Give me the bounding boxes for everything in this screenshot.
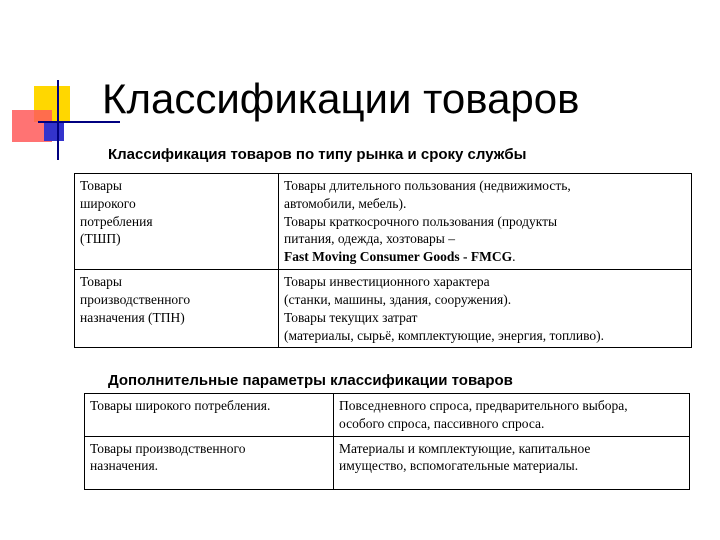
- decor-vertical-line: [57, 80, 59, 160]
- description-line: автомобили, мебель).: [284, 195, 407, 211]
- table-row: [85, 436, 690, 490]
- description-line: Товары краткосрочного пользования (продукты: [284, 213, 558, 229]
- description-cell: [334, 394, 690, 437]
- description-line: [284, 248, 686, 266]
- description-line: особого спроса, пассивного спроса.: [339, 415, 545, 431]
- table-row: [85, 394, 690, 437]
- description-line: имущество, вспомогательные материалы.: [339, 458, 579, 474]
- description-line: Товары длительного пользования (недвижимость,: [284, 178, 571, 193]
- description-cell: [279, 270, 692, 348]
- market-type-table: [74, 173, 692, 348]
- category-line: производственного: [80, 291, 191, 307]
- category-line: назначения.: [90, 458, 159, 474]
- category-line: назначения (ТПН): [80, 309, 185, 325]
- table-row: [75, 270, 692, 348]
- description-cell: [279, 174, 692, 270]
- table-row: [75, 174, 692, 270]
- fmcg-term: Fast Moving Consumer Goods - FMCG: [284, 249, 513, 265]
- category-cell: [85, 394, 334, 437]
- description-line: (материалы, сырьё, комплектующие, энергия, топливо).: [284, 327, 605, 343]
- category-line: (ТШП): [80, 231, 121, 247]
- page-title: Классификации товаров: [102, 75, 580, 122]
- category-line: Товары: [80, 274, 122, 290]
- description-line: (станки, машины, здания, сооружения).: [284, 291, 512, 307]
- category-cell: [75, 270, 279, 348]
- additional-params-table: [84, 393, 690, 490]
- description-line: Товары инвестиционного характера: [284, 274, 490, 290]
- description-line: Повседневного спроса, предварительного выбора,: [339, 398, 628, 413]
- category-line: Товары: [80, 178, 122, 193]
- category-line: Товары производственного: [90, 440, 246, 456]
- category-line: потребления: [80, 213, 153, 229]
- description-tail: .: [512, 249, 516, 265]
- category-cell: [75, 174, 279, 270]
- description-line: питания, одежда, хозтовары –: [284, 231, 455, 247]
- category-cell: [85, 436, 334, 490]
- category-line: широкого: [80, 195, 136, 211]
- category-line: Товары широкого потребления.: [90, 398, 271, 413]
- section1-heading: Классификация товаров по типу рынка и сроку службы: [108, 146, 527, 163]
- description-cell: [334, 436, 690, 490]
- section2-heading: Дополнительные параметры классификации товаров: [108, 372, 513, 389]
- description-line: Материалы и комплектующие, капитальное: [339, 440, 591, 456]
- description-line: Товары текущих затрат: [284, 309, 418, 325]
- decor-blue-square: [44, 121, 64, 141]
